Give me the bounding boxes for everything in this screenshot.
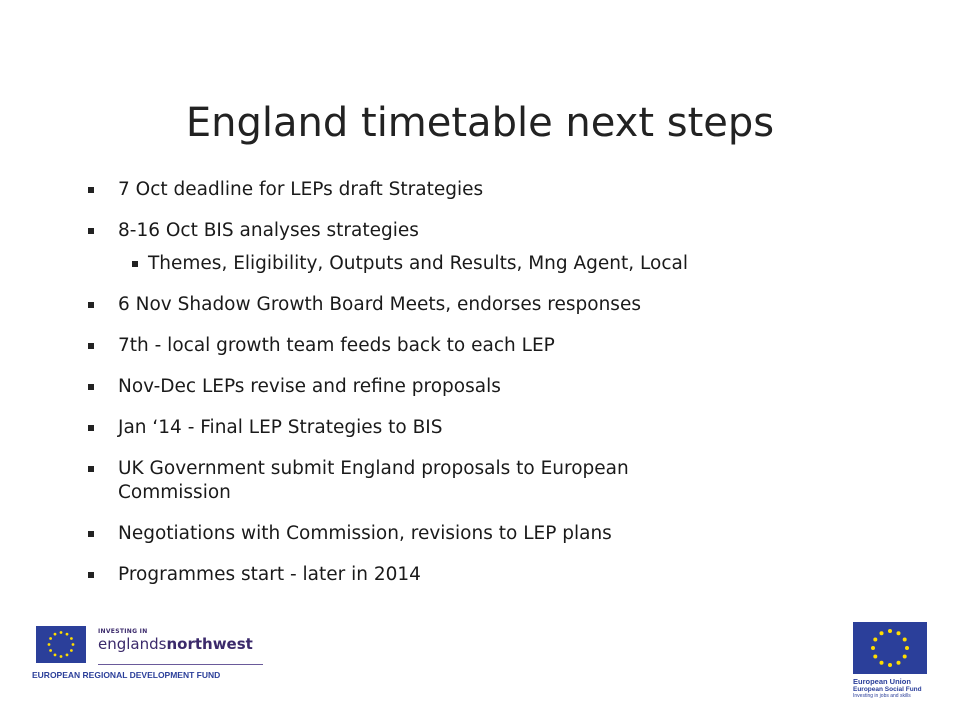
bullet-text: Themes, Eligibility, Outputs and Results, Mng Agent, Local [148, 253, 688, 274]
investing-in-label: INVESTING IN [98, 628, 148, 635]
divider [98, 664, 263, 665]
esf-tagline: Investing in jobs and skills [853, 693, 911, 699]
bullet-item [88, 375, 888, 399]
bullet-square-icon [88, 384, 94, 390]
bullet-item [88, 457, 888, 505]
erdf-logo [30, 626, 265, 682]
esf-logo [848, 622, 938, 698]
bullet-item [88, 416, 888, 440]
esf-label: European Social Fund [853, 686, 922, 693]
bullet-text: Nov-Dec LEPs revise and refine proposals [118, 376, 501, 397]
bullet-list [88, 178, 888, 587]
bullet-item [88, 178, 888, 202]
brand-name-bold: northwest [166, 635, 253, 653]
bullet-text: Jan ‘14 - Final LEP Strategies to BIS [118, 417, 443, 438]
fund-label: EUROPEAN REGIONAL DEVELOPMENT FUND [32, 670, 221, 680]
bullet-square-icon [88, 302, 94, 308]
bullet-item [88, 293, 888, 317]
bullet-text: Negotiations with Commission, revisions to LEP plans [118, 523, 612, 544]
bullet-text: Programmes start - later in 2014 [118, 564, 421, 585]
bullet-square-icon [88, 425, 94, 431]
brand-name [98, 636, 268, 652]
bullet-square-icon [88, 531, 94, 537]
bullet-item [88, 563, 888, 587]
brand-wordmark [98, 628, 268, 652]
brand-name-light: englands [98, 635, 167, 653]
bullet-subitem [132, 252, 888, 276]
eu-label: European Union [853, 677, 911, 686]
bullet-item [88, 219, 888, 243]
eu-flag-icon [36, 626, 86, 663]
bullet-text: 7th - local growth team feeds back to each LEP [118, 335, 555, 356]
bullet-text: 8-16 Oct BIS analyses strategies [118, 220, 419, 241]
bullet-square-icon [132, 261, 138, 267]
bullet-text: 6 Nov Shadow Growth Board Meets, endorses responses [118, 294, 641, 315]
bullet-square-icon [88, 187, 94, 193]
bullet-square-icon [88, 343, 94, 349]
bullet-item [88, 522, 888, 546]
slide-title: England timetable next steps [185, 100, 775, 146]
bullet-square-icon [88, 572, 94, 578]
bullet-text: UK Government submit England proposals to European Commission [118, 458, 629, 503]
bullet-square-icon [88, 228, 94, 234]
bullet-square-icon [88, 466, 94, 472]
eu-flag-icon [853, 622, 927, 674]
bullet-text: 7 Oct deadline for LEPs draft Strategies [118, 179, 484, 200]
bullet-item [88, 334, 888, 358]
